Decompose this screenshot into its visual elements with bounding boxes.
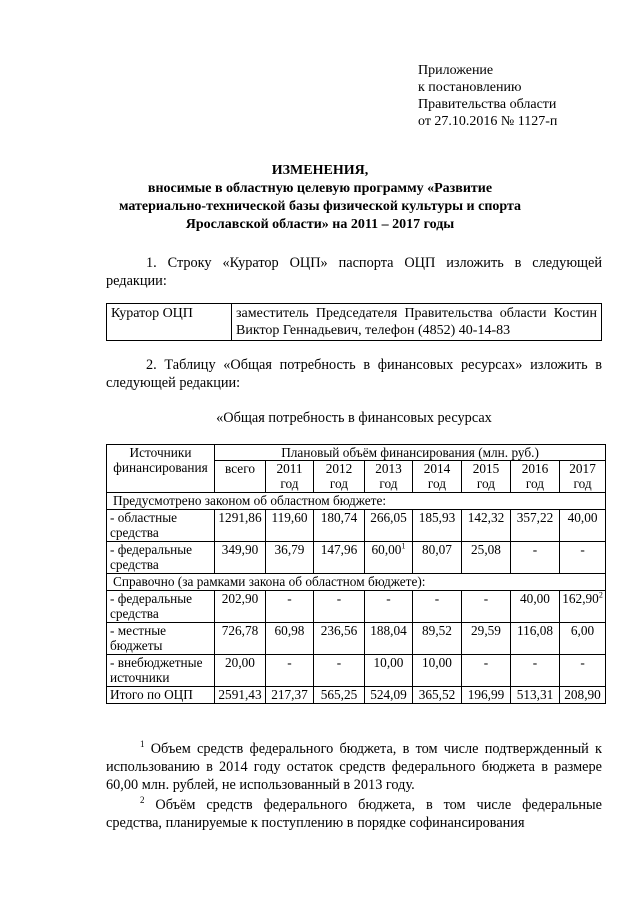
cell: 142,32 [462,510,511,542]
footnote-1 [106,740,602,794]
cell: - [462,591,511,623]
table-row [107,542,606,574]
header-year: 2016 год [511,461,560,493]
cell [365,542,413,574]
cell: - [266,655,314,687]
cell: 196,99 [462,687,511,704]
cell: 266,05 [365,510,413,542]
appendix-line: к постановлению [418,80,522,95]
cell: 2591,43 [215,687,266,704]
table-row [107,510,606,542]
cell [560,591,606,623]
cell: 202,90 [215,591,266,623]
cell: - [266,591,314,623]
title-line: вносимые в областную целевую программу «Развитие [147,181,493,196]
cell-value: 60,00 [371,542,402,557]
cell: - [462,655,511,687]
cell: 147,96 [314,542,365,574]
curator-table [106,303,602,341]
header-year: 2017 год [560,461,606,493]
footnote-mark: 2 [598,590,603,600]
cell: 20,00 [215,655,266,687]
cell: 40,00 [560,510,606,542]
title-line: Ярославской области» на 2011 – 2017 годы [185,217,455,232]
appendix-line: Правительства области [418,97,557,112]
table-header-row [107,445,606,461]
cell: 185,93 [413,510,462,542]
cell: 40,00 [511,591,560,623]
cell: - [511,655,560,687]
curator-row [107,304,602,341]
cell: - [511,542,560,574]
header-year: 2014 год [413,461,462,493]
cell: 80,07 [413,542,462,574]
header-year: 2013 год [365,461,413,493]
row-label: - местные бюджеты [107,623,215,655]
cell: - [560,655,606,687]
cell: 25,08 [462,542,511,574]
row-label: - областные средства [107,510,215,542]
total-row [107,687,606,704]
cell: 349,90 [215,542,266,574]
header-planned: Плановый объём финансирования (млн. руб.) [215,445,606,461]
document-title [100,162,540,234]
title-line: ИЗМЕНЕНИЯ, [271,163,369,178]
footnote-mark: 1 [140,739,145,750]
cell: - [314,655,365,687]
footnote-2 [106,796,602,832]
curator-value: заместитель Председателя Правительства области Костин Виктор Геннадьевич, телефон (4852) 40-14-83 [232,304,602,341]
cell: - [413,591,462,623]
cell: 89,52 [413,623,462,655]
cell: 10,00 [365,655,413,687]
appendix-line: от 27.10.2016 № 1127-п [418,114,558,129]
paragraph-2: 2. Таблицу «Общая потребность в финансовых ресурсах» изложить в следующей редакции: [106,357,602,391]
cell: 36,79 [266,542,314,574]
row-label: Итого по ОЦП [107,687,215,704]
appendix-block [418,62,557,130]
cell: 188,04 [365,623,413,655]
cell: 116,08 [511,623,560,655]
curator-label: Куратор ОЦП [107,304,232,341]
cell: 1291,86 [215,510,266,542]
cell: 365,52 [413,687,462,704]
table-row [107,623,606,655]
title-line: материально-технической базы физической культуры и спорта [118,199,522,214]
section-row [107,493,606,510]
cell: 357,22 [511,510,560,542]
cell: 513,31 [511,687,560,704]
cell: 524,09 [365,687,413,704]
row-label: - внебюджетные источники [107,655,215,687]
section-label: Предусмотрено законом об областном бюджете: [107,493,606,510]
cell: 6,00 [560,623,606,655]
cell: - [314,591,365,623]
cell: 29,59 [462,623,511,655]
cell-value: 162,90 [562,591,599,606]
footnote-text: Объем средств федерального бюджета, в том числе подтвержденный к использованию в 2014 году остаток средств федерального бюджета в размере 60,00 млн. рублей, не использованный в 2013 году. [106,741,602,793]
section-row [107,574,606,591]
cell: 60,98 [266,623,314,655]
row-label: - федеральные средства [107,591,215,623]
paragraph-1: 1. Строку «Куратор ОЦП» паспорта ОЦП изложить в следующей редакции: [106,255,602,289]
header-total: всего [215,461,266,493]
cell: 726,78 [215,623,266,655]
header-sources: Источники финансирования [107,445,215,493]
row-label: - федеральные средства [107,542,215,574]
footnote-mark: 2 [140,795,145,806]
cell: - [365,591,413,623]
appendix-line: Приложение [418,63,494,78]
cell: - [560,542,606,574]
cell: 217,37 [266,687,314,704]
cell: 236,56 [314,623,365,655]
footnote-mark: 1 [401,541,406,551]
header-year: 2015 год [462,461,511,493]
cell: 208,90 [560,687,606,704]
cell: 565,25 [314,687,365,704]
financing-table [106,444,606,704]
cell: 119,60 [266,510,314,542]
table-caption: «Общая потребность в финансовых ресурсах [216,410,492,426]
section-label: Справочно (за рамками закона об областном бюджете): [107,574,606,591]
header-year: 2012 год [314,461,365,493]
table-row [107,591,606,623]
header-year: 2011 год [266,461,314,493]
cell: 180,74 [314,510,365,542]
footnote-text: Объём средств федерального бюджета, в том числе федеральные средства, планируемые к поступлению в порядке софинансирования [106,797,602,831]
table-row [107,655,606,687]
cell: 10,00 [413,655,462,687]
